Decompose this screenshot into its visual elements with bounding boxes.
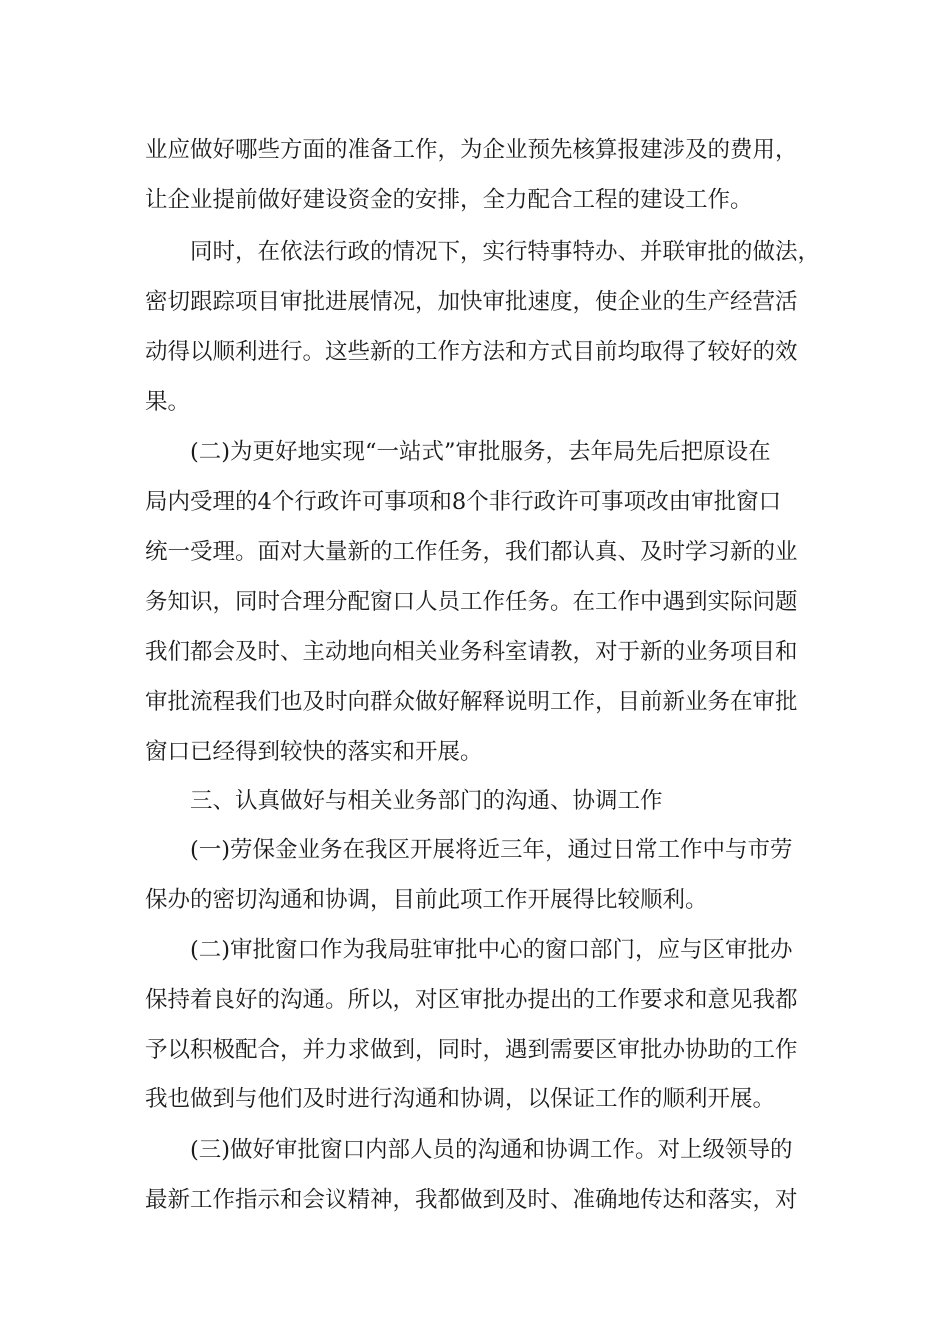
text-line-16: 保办的密切沟通和协调，目前此项工作开展得比较顺利。 (145, 887, 708, 913)
text-line-7: (二)为更好地实现“一站式”审批服务，去年局先后把原设在 (145, 439, 771, 465)
text-line-12: 审批流程我们也及时向群众做好解释说明工作，目前新业务在审批 (145, 689, 798, 715)
text-line-19: 予以积极配合，并力求做到，同时，遇到需要区审批办协助的工作 (145, 1037, 798, 1063)
text-line-15: (一)劳保金业务在我区开展将近三年，通过日常工作中与市劳 (145, 837, 793, 863)
text-line-10: 务知识，同时合理分配窗口人员工作任务。在工作中遇到实际问题 (145, 589, 798, 615)
text-line-5: 动得以顺利进行。这些新的工作方法和方式目前均取得了较好的效 (145, 339, 798, 365)
text-line-13: 窗口已经得到较快的落实和开展。 (145, 739, 483, 765)
text-line-11: 我们都会及时、主动地向相关业务科室请教，对于新的业务项目和 (145, 639, 798, 665)
text-line-8: 局内受理的4个行政许可事项和8个非行政许可事项改由审批窗口 (145, 489, 782, 515)
text-line-18: 保持着良好的沟通。所以，对区审批办提出的工作要求和意见我都 (145, 987, 798, 1013)
text-line-22: 最新工作指示和会议精神，我都做到及时、准确地传达和落实，对 (145, 1187, 798, 1213)
text-line-2: 让企业提前做好建设资金的安排，全力配合工程的建设工作。 (145, 187, 753, 213)
text-line-3: 同时，在依法行政的情况下，实行特事特办、并联审批的做法， (145, 239, 821, 265)
text-line-21: (三)做好审批窗口内部人员的沟通和协调工作。对上级领导的 (145, 1137, 793, 1163)
text-line-4: 密切跟踪项目审批进展情况，加快审批速度，使企业的生产经营活 (145, 289, 798, 315)
text-line-1: 业应做好哪些方面的准备工作，为企业预先核算报建涉及的费用， (145, 137, 798, 163)
text-line-20: 我也做到与他们及时进行沟通和协调，以保证工作的顺利开展。 (145, 1086, 776, 1112)
section-heading: 三、认真做好与相关业务部门的沟通、协调工作 (145, 788, 663, 814)
text-line-6: 果。 (145, 389, 191, 415)
text-line-17: (二)审批窗口作为我局驻审批中心的窗口部门，应与区审批办 (145, 937, 793, 963)
text-line-9: 统一受理。面对大量新的工作任务，我们都认真、及时学习新的业 (145, 539, 798, 565)
